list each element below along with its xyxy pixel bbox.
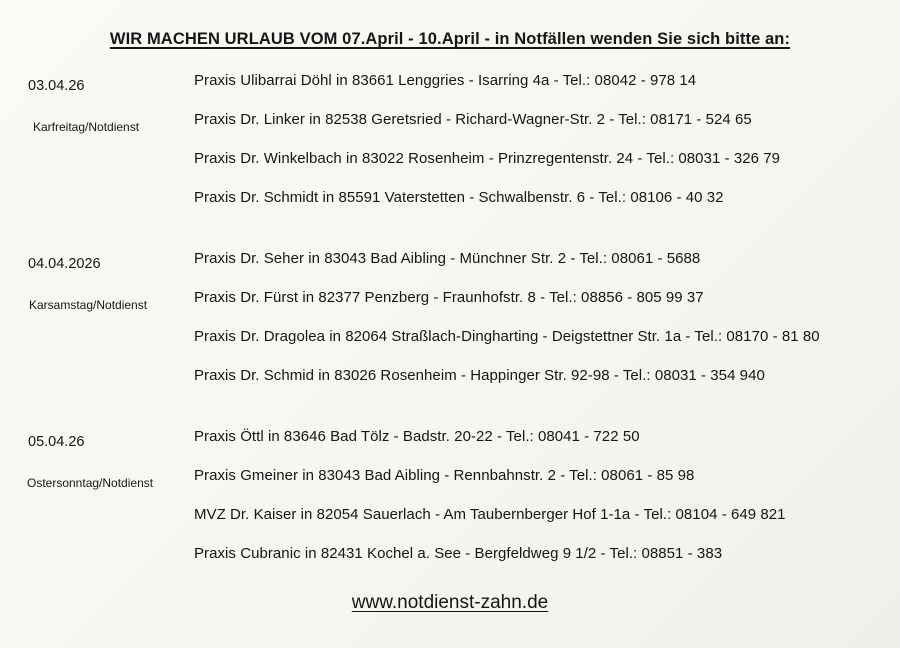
practice-entry: Praxis Ulibarrai Döhl in 83661 Lenggries - Isarring 4a - Tel.: 08042 - 978 14 bbox=[194, 72, 697, 89]
day-date: 04.04.2026 bbox=[28, 256, 101, 272]
day-date: 03.04.26 bbox=[28, 78, 85, 94]
practice-entry: Praxis Dr. Seher in 83043 Bad Aibling - Münchner Str. 2 - Tel.: 08061 - 5688 bbox=[194, 250, 701, 267]
website-link[interactable]: www.notdienst-zahn.de bbox=[351, 592, 549, 613]
practice-entry: Praxis Dr. Linker in 82538 Geretsried - Richard-Wagner-Str. 2 - Tel.: 08171 - 524 65 bbox=[194, 111, 752, 128]
practice-list bbox=[194, 246, 820, 402]
day-holiday-label: Ostersonntag/Notdienst bbox=[27, 476, 154, 490]
day-date: 05.04.26 bbox=[28, 434, 85, 450]
practice-entry: Praxis Dr. Schmid in 83026 Rosenheim - Happinger Str. 92-98 - Tel.: 08031 - 354 940 bbox=[194, 367, 765, 384]
practice-entry: Praxis Gmeiner in 83043 Bad Aibling - Rennbahnstr. 2 - Tel.: 08061 - 85 98 bbox=[194, 467, 695, 484]
practice-entry: Praxis Dr. Winkelbach in 83022 Rosenheim - Prinzregentenstr. 24 - Tel.: 08031 - 326 79 bbox=[194, 150, 781, 167]
practice-list bbox=[194, 68, 780, 224]
practice-entry: Praxis Öttl in 83646 Bad Tölz - Badstr. 20-22 - Tel.: 08041 - 722 50 bbox=[194, 428, 640, 445]
practice-entry: MVZ Dr. Kaiser in 82054 Sauerlach - Am Taubernberger Hof 1-1a - Tel.: 08104 - 649 821 bbox=[194, 506, 786, 523]
day-holiday-label: Karsamstag/Notdienst bbox=[29, 298, 148, 312]
practice-entry: Praxis Dr. Schmidt in 85591 Vaterstetten - Schwalbenstr. 6 - Tel.: 08106 - 40 32 bbox=[194, 189, 724, 206]
notice-headline: WIR MACHEN URLAUB VOM 07.April - 10.April - in Notfällen wenden Sie sich bitte an: bbox=[109, 30, 791, 48]
day-holiday-label: Karfreitag/Notdienst bbox=[33, 120, 140, 134]
practice-list bbox=[194, 424, 786, 580]
practice-entry: Praxis Dr. Dragolea in 82064 Straßlach-Dingharting - Deigstettner Str. 1a - Tel.: 08170 - 81 80 bbox=[194, 328, 820, 345]
practice-entry: Praxis Dr. Fürst in 82377 Penzberg - Fraunhofstr. 8 - Tel.: 08856 - 805 99 37 bbox=[194, 289, 704, 306]
practice-entry: Praxis Cubranic in 82431 Kochel a. See - Bergfeldweg 9 1/2 - Tel.: 08851 - 383 bbox=[194, 545, 723, 562]
